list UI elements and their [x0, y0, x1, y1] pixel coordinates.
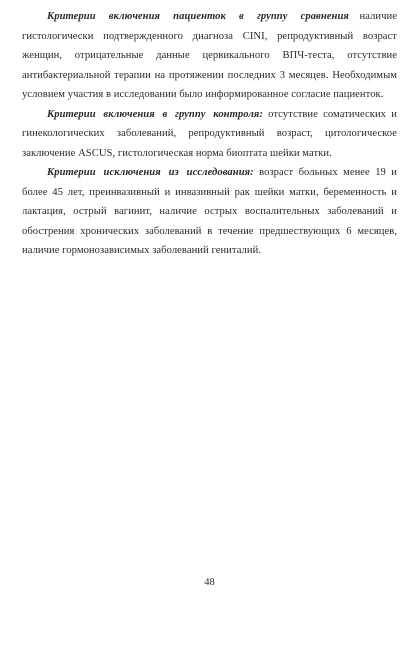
paragraph-text: возраст больных менее 19 и более 45 лет, преинвазивный и инвазивный рак шейки матки, беременность и лактация, острый вагинит, наличие острых воспалительных заболеваний и обострения хронических заболеваний в течение предшествующих 6 месяцев, наличие гормонозависимых заболеваний гениталий. — [22, 167, 397, 256]
paragraph-lead: Критерии включения в группу контроля: — [47, 108, 263, 120]
paragraph-exclusion-criteria — [22, 163, 397, 261]
paragraph-lead: Критерии исключения из исследования: — [47, 167, 254, 178]
page-number: 48 — [204, 577, 215, 588]
paragraph-comparison-group-criteria — [22, 7, 397, 105]
paragraph-text: наличие гистологически подтвержденного диагноза CINI, репродуктивный возраст женщин, отрицательные данные цервикального ВПЧ-теста, отсутствие антибактериальной терапии на протяжении последних 3 месяцев. Необходимым условием участия в исследовании было информированное согласие пациенток. — [22, 11, 398, 100]
paragraph-control-group-criteria — [22, 105, 397, 164]
paragraph-text: отсутствие соматических и гинекологических заболеваний, репродуктивный возраст, цитологическое заключение ASCUS, гистологическая норма биоптата шейки матки. — [22, 108, 397, 159]
document-body — [22, 7, 397, 261]
paragraph-lead: Критерии включения пациенток в группу сравнения — [47, 11, 349, 22]
